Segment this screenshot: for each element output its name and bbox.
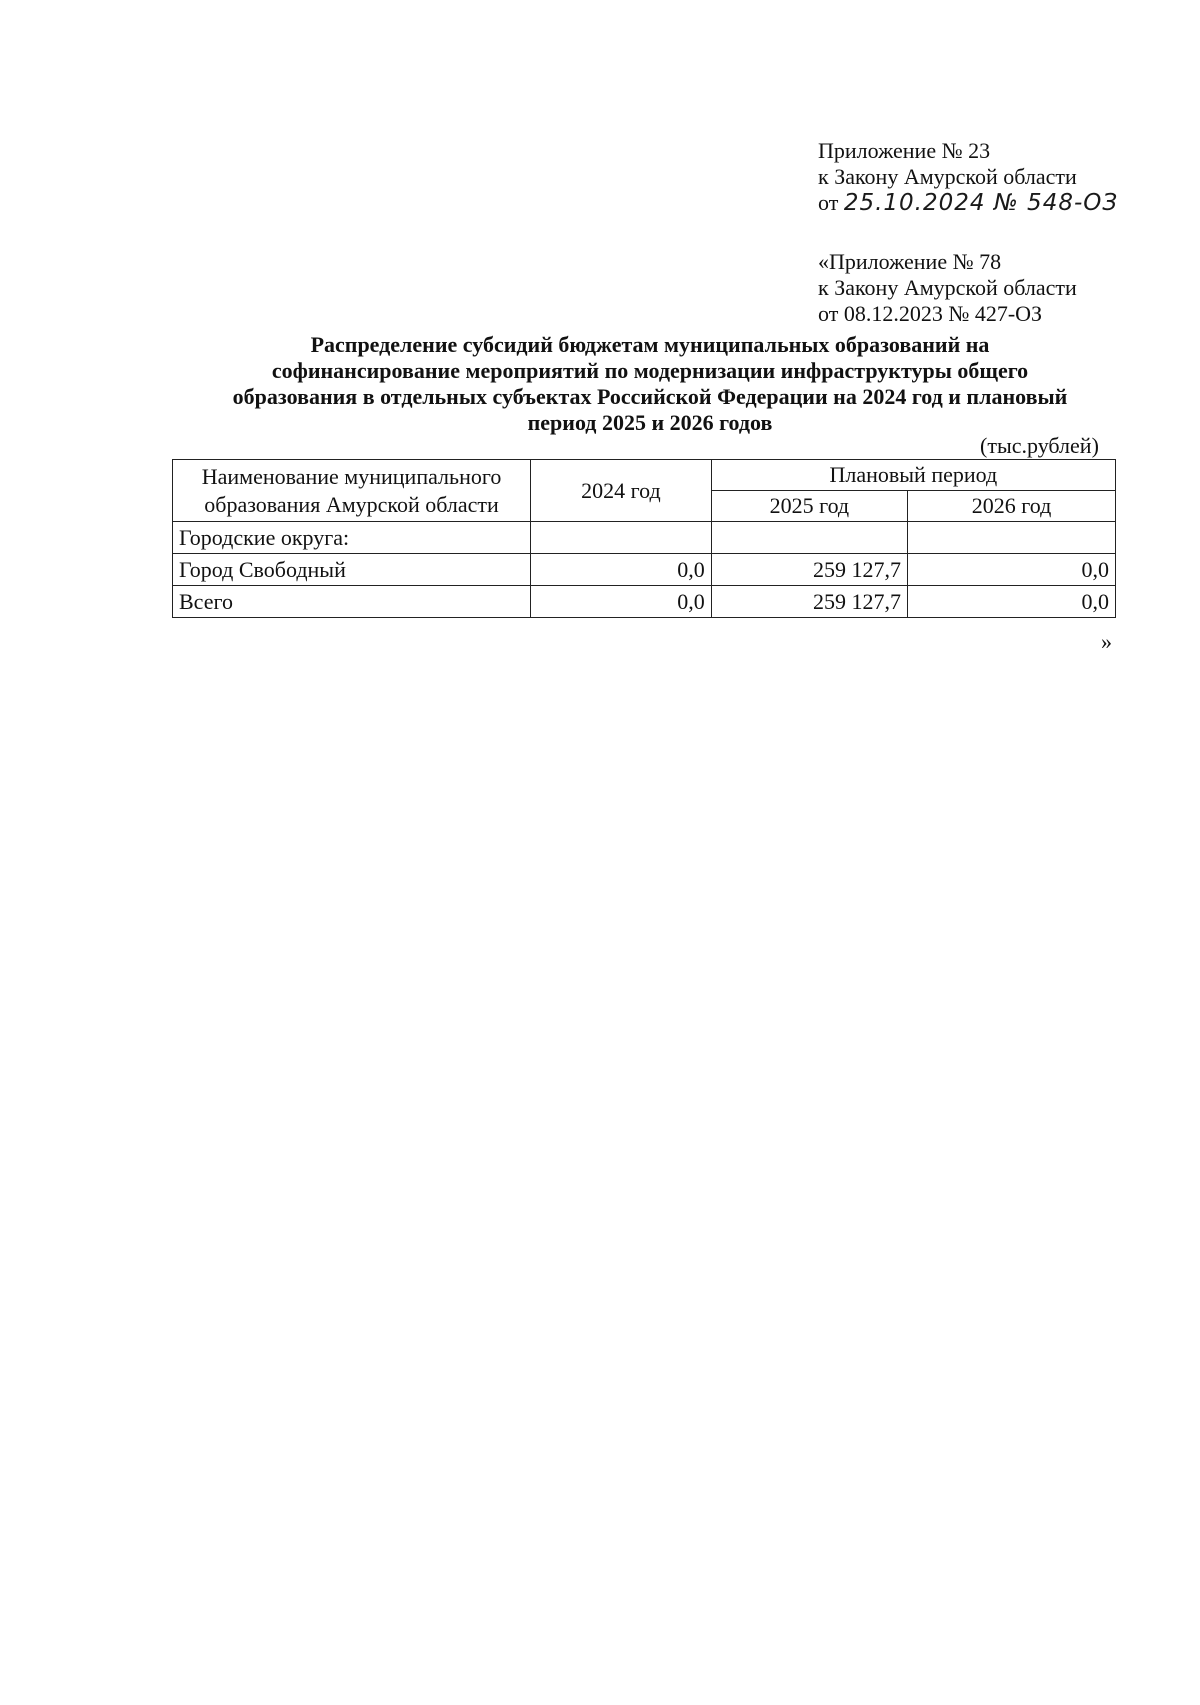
empty-cell — [711, 522, 907, 554]
annex-header — [818, 138, 1158, 327]
total-2024: 0,0 — [531, 586, 712, 618]
header-planned-period: Плановый период — [711, 460, 1115, 491]
municipality-name: Город Свободный — [173, 554, 531, 586]
title-line: период 2025 и 2026 годов — [527, 410, 773, 435]
prev-annex-date: от 08.12.2023 № 427-ОЗ — [818, 301, 1043, 326]
total-2025: 259 127,7 — [711, 586, 907, 618]
header-municipality-line1: Наименование муниципального — [201, 463, 502, 489]
empty-cell — [531, 522, 712, 554]
closing-quote: » — [1101, 629, 1112, 654]
prev-annex-number: «Приложение № 78 — [818, 249, 1002, 274]
section-row — [173, 522, 1116, 554]
section-label: Городские округа: — [173, 522, 531, 554]
header-municipality-line2: образования Амурской области — [204, 491, 499, 517]
units-label: (тыс.рублей) — [980, 433, 1099, 458]
value-2025: 259 127,7 — [711, 554, 907, 586]
header-2024: 2024 год — [531, 460, 712, 522]
value-2024: 0,0 — [531, 554, 712, 586]
table-header-row — [173, 460, 1116, 491]
annex-date-prefix: от — [818, 190, 839, 215]
title-line: софинансирование мероприятий по модернизации инфраструктуры общего — [271, 358, 1029, 383]
value-2026: 0,0 — [908, 554, 1116, 586]
annex-date — [818, 190, 1158, 216]
annex-date-handwritten: 25.10.2024 № 548-ОЗ — [843, 190, 1119, 216]
header-municipality — [173, 460, 531, 522]
total-row — [173, 586, 1116, 618]
title-line: Распределение субсидий бюджетам муниципальных образований на — [310, 332, 990, 357]
prev-annex-law: к Закону Амурской области — [818, 275, 1077, 300]
total-label: Всего — [173, 586, 531, 618]
annex-number: Приложение № 23 — [818, 138, 991, 163]
table-row — [173, 554, 1116, 586]
subsidy-table — [172, 459, 1116, 618]
title-line: образования в отдельных субъектах Российской Федерации на 2024 год и плановый — [232, 384, 1068, 409]
document-title — [170, 332, 1130, 436]
empty-cell — [908, 522, 1116, 554]
header-2026: 2026 год — [908, 491, 1116, 522]
annex-law: к Закону Амурской области — [818, 164, 1077, 189]
total-2026: 0,0 — [908, 586, 1116, 618]
header-2025: 2025 год — [711, 491, 907, 522]
